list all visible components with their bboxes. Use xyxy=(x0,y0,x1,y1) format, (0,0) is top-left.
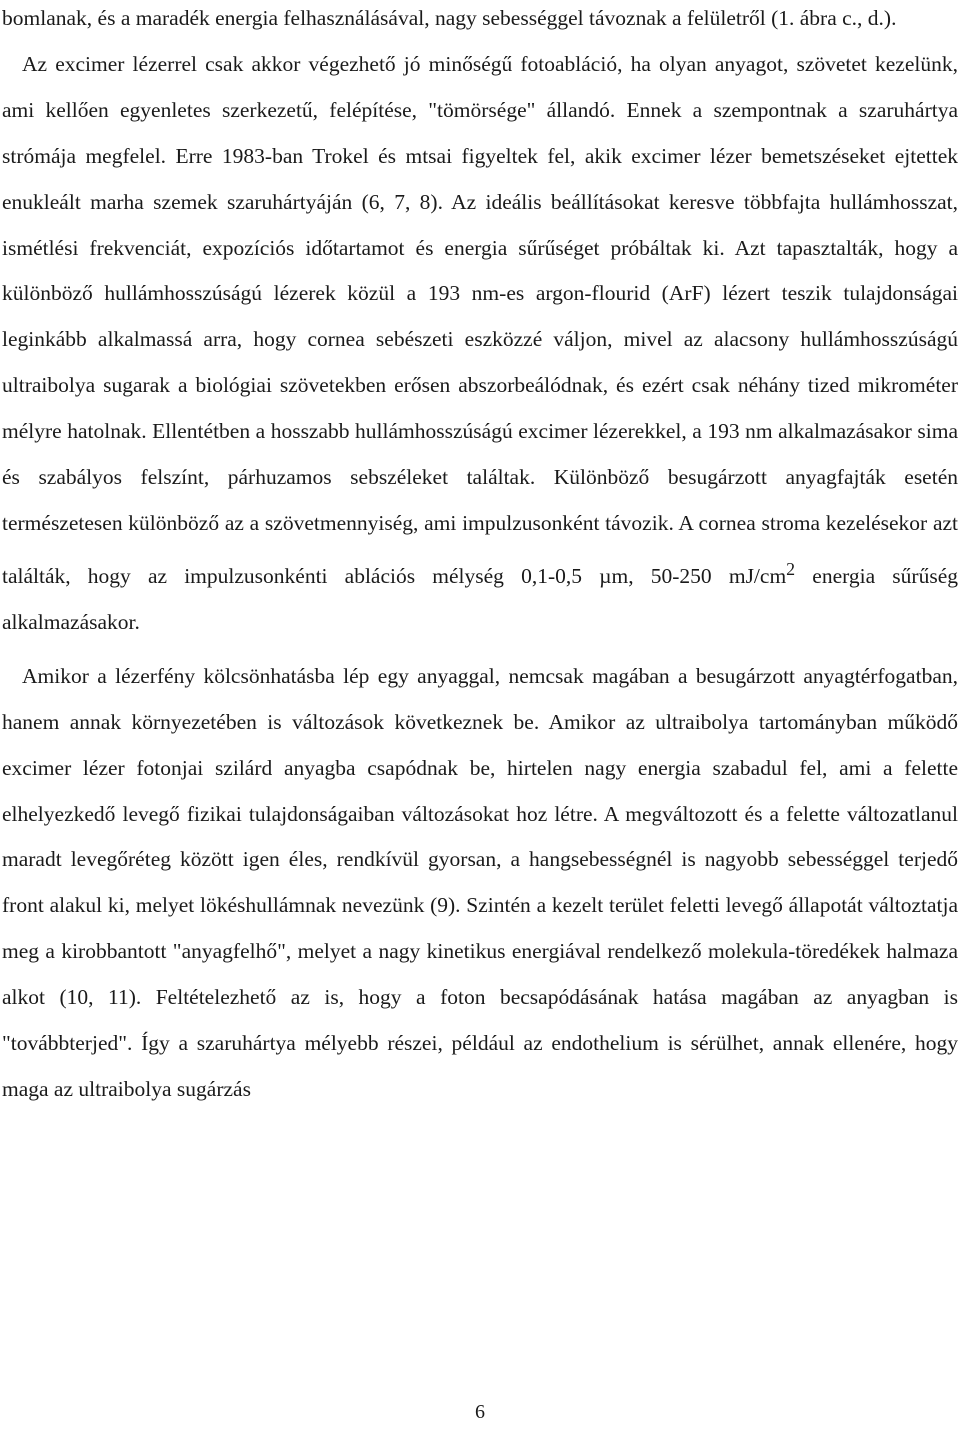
body-text xyxy=(2,0,958,1113)
paragraph-1-text: bomlanak, és a maradék energia felhasználásával, nagy sebességgel távoznak a felületről (1. ábra c., d.). xyxy=(2,6,897,30)
superscript-2: 2 xyxy=(786,558,796,579)
page-number: 6 xyxy=(475,1401,485,1423)
paragraph-1 xyxy=(2,0,958,42)
paragraph-2-tail: energia sűrűség alkalmazásakor. xyxy=(2,564,958,634)
paragraph-3 xyxy=(2,654,958,1113)
paragraph-2 xyxy=(2,42,958,646)
paragraph-3-text: Amikor a lézerfény kölcsönhatásba lép egy anyaggal, nemcsak magában a besugárzott anyagtérfogatban, hanem annak környezetében is változások következnek be. Amikor az ultraibolya tartományban működő excimer lézer fotonjai szilárd anyagba csapódnak be, hirtelen nagy energia szabadul fel, ami a felette elhelyezkedő levegő fizikai tulajdonságaiban változásokat hoz létre. A megváltozott és a felette változatlanul maradt levegőréteg között igen éles, rendkívül gyorsan, a hangsebességnél is nagyobb sebességgel terjedő front alakul ki, melyet lökéshullámnak nevezünk (9). Szintén a kezelt terület feletti levegő állapotát változtatja meg a kirobbantott "anyagfelhő", melyet a nagy kinetikus energiával rendelkező molekula-töredékek halmaza alkot (10, 11). Feltételezhető az is, hogy a foton becsapódásának hatása magában az anyagban is "továbbterjed". Így a szaruhártya mélyebb részei, például az endothelium is sérülhet, annak ellenére, hogy maga az ultraibolya sugárzás xyxy=(2,663,958,1101)
paragraph-2-text: Az excimer lézerrel csak akkor végezhető jó minőségű fotoabláció, ha olyan anyagot, szövetet kezelünk, ami kellően egyenletes szerkezetű, felépítése, "tömörsége" állandó. Ennek a szempontnak a szaruhártya strómája megfelel. Erre 1983-ban Trokel és mtsai figyeltek fel, akik excimer lézer bemetszéseket ejtettek enukleált marha szemek szaruhártyáján (6, 7, 8). Az ideális beállításokat keresve többfajta hullámhosszat, ismétlési frekvenciát, expozíciós időtartamot és energia sűrűséget próbáltak ki. Azt tapasztalták, hogy a különböző hullámhosszúságú lézerek közül a 193 nm-es argon-flourid (ArF) lézert teszik tulajdonságai leginkább alkalmassá arra, hogy cornea sebészeti eszközzé váljon, mivel az alacsony hullámhosszúságú ultraibolya sugarak a biológiai szövetekben erősen abszorbeálódnak, és ezért csak néhány tized mikrométer mélyre hatolnak. Ellentétben a hosszabb hullámhosszúságú excimer lézerekkel, a 193 nm alkalmazásakor sima és szabályos felszínt, párhuzamos sebszéleket találtak. Különböző besugárzott anyagfajták esetén természetesen különböző az a szövetmennyiség, ami impulzusonként távozik. A cornea stroma kezelésekor azt találták, hogy az impulzusonkénti ablációs mélység 0,1-0,5 µm, 50-250 mJ/cm xyxy=(2,51,958,589)
